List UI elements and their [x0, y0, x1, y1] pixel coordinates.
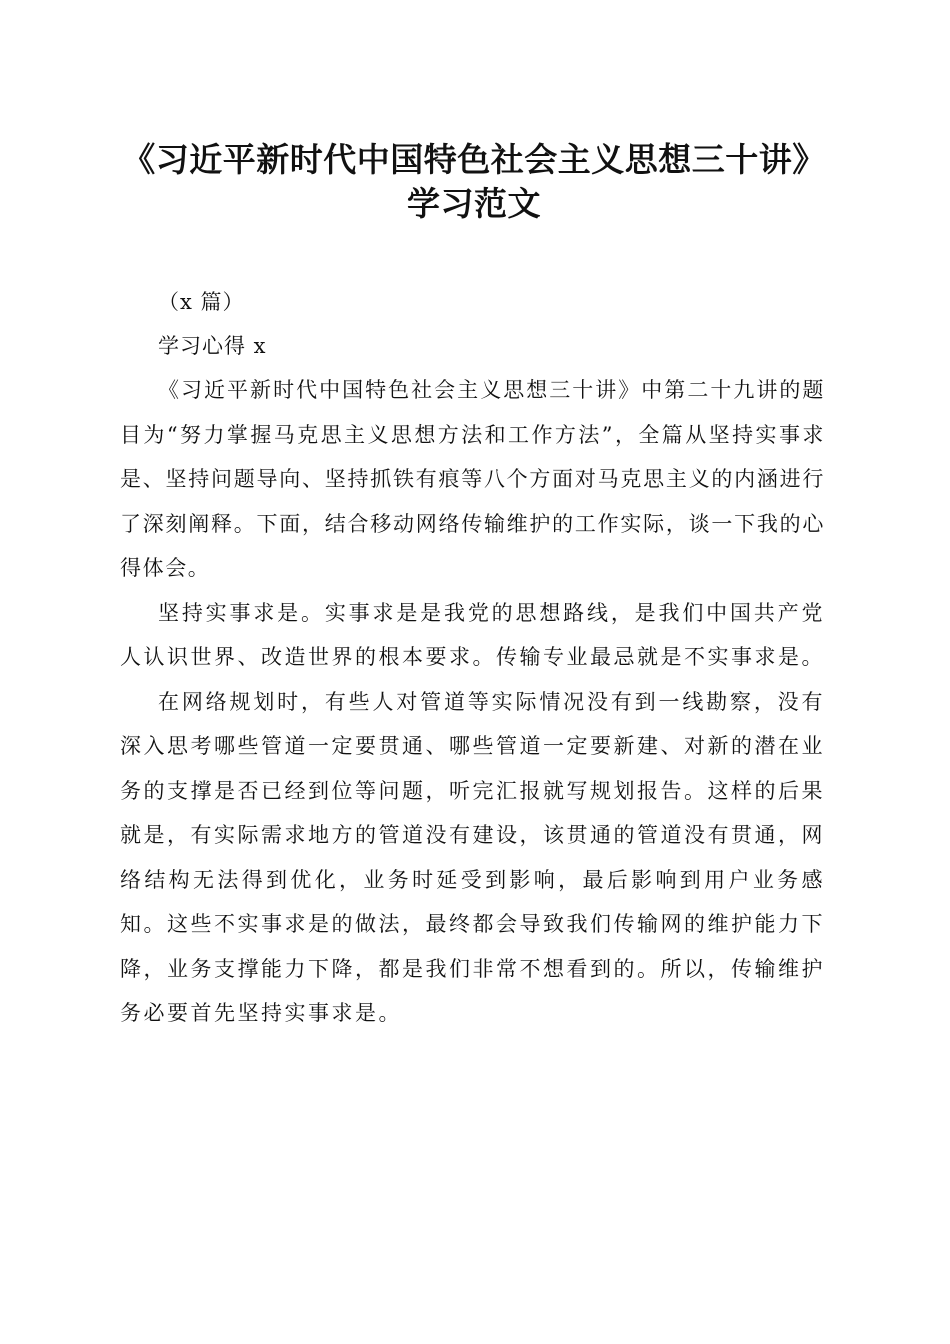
paragraph-seek-truth: 坚持实事求是。实事求是是我党的思想路线，是我们中国共产党人认识世界、改造世界的根本要求。传输专业最忌就是不实事求是。	[120, 600, 825, 669]
document-body	[120, 280, 825, 1036]
section-heading: 学习心得 x	[158, 334, 267, 358]
count-note: （x 篇）	[158, 290, 245, 314]
document-title: 《习近平新时代中国特色社会主义思想三十讲》学习范文	[122, 140, 826, 223]
paragraph-intro: 《习近平新时代中国特色社会主义思想三十讲》中第二十九讲的题目为“努力掌握马克思主义思想方法和工作方法”，全篇从坚持实事求是、坚持问题导向、坚持抓铁有痕等八个方面对马克思主义的内涵进行了深刻阐释。下面，结合移动网络传输维护的工作实际，谈一下我的心得体会。	[120, 378, 825, 580]
paragraph-network-planning: 在网络规划时，有些人对管道等实际情况没有到一线勘察，没有深入思考哪些管道一定要贯通、哪些管道一定要新建、对新的潜在业务的支撑是否已经到位等问题，听完汇报就写规划报告。这样的后果就是，有实际需求地方的管道没有建设，该贯通的管道没有贯通，网络结构无法得到优化，业务时延受到影响，最后影响到用户业务感知。这些不实事求是的做法，最终都会导致我们传输网的维护能力下降，业务支撑能力下降，都是我们非常不想看到的。所以，传输维护务必要首先坚持实事求是。	[120, 689, 825, 1025]
